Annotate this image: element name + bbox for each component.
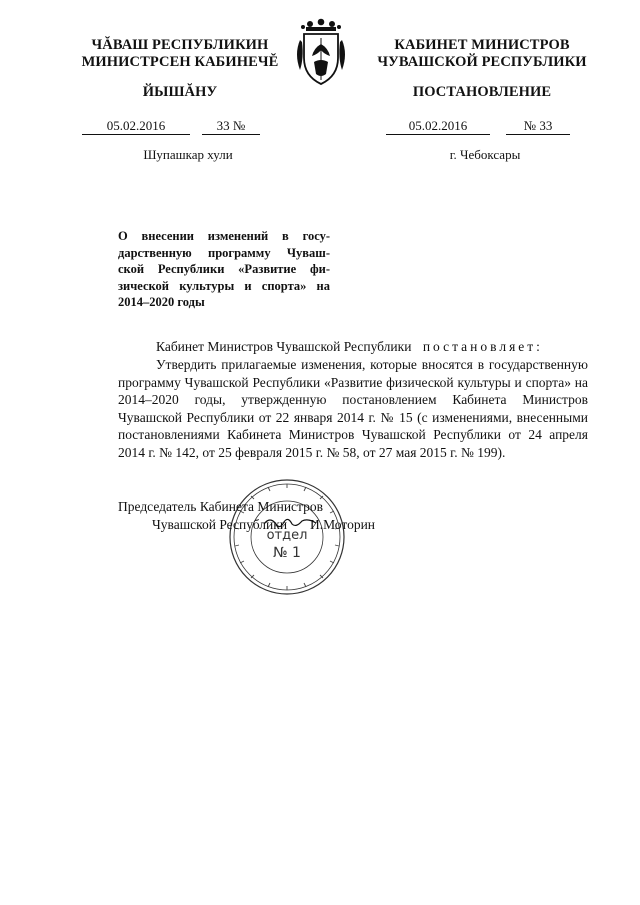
coat-of-arms-emblem [290,18,352,88]
left-date: 05.02.2016 [106,118,166,133]
document-title [118,228,330,311]
body-paragraph: Утвердить прилагаемые изменения, которые вносятся в государственную программу Чувашской Республики «Развитие физической культуры и спорта» на 2014–2020 годы, утвержденную постановлением Кабинета Министров Чувашской Республики от 22 января 2014 г. № 15 (с изменениями, внесенными постановлениями Кабинета Министров Чувашской Республики от 24 апреля 2014 г. № 142, от 25 февраля 2015 г. № 58, от 27 мая 2015 г. № 199). [118,357,588,460]
title-line: ской Республики «Развитие фи- [118,262,330,276]
title-line: дарственную программу Чуваш- [118,245,330,260]
header-right-doc-type: ПОСТАНОВЛЕНИЕ [412,84,552,100]
left-city: Шупашкар хули [143,147,233,162]
title-line: О внесении изменений в госу- [118,229,330,243]
title-line: 2014–2020 годы [118,295,205,309]
header-right-line2: ЧУВАШСКОЙ РЕСПУБЛИКИ [377,54,587,70]
resolves-word: постановляет: [422,339,543,354]
header-right-line1: КАБИНЕТ МИНИСТРОВ [394,37,570,53]
right-city: г. Чебоксары [449,147,521,162]
signature-line2: Чувашской Республики [152,517,288,532]
preamble [156,338,596,356]
right-date: 05.02.2016 [408,118,468,133]
header-left-doc-type: ЙЫШĂНУ [142,84,218,100]
header-left-line1: ЧĂВАШ РЕСПУБЛИКИН [91,37,269,53]
stamp-text-1: отдел [266,528,308,543]
title-line: зической культуры и спорта» на [118,278,330,293]
signature-line1: Председатель Кабинета Министров [118,499,323,514]
right-number: № 33 [523,118,553,133]
header-left-line2: МИНИСТРСЕН КАБИНЕЧĔ [81,54,279,70]
left-number: 33 № [216,118,246,133]
stamp-text-2: № 1 [273,545,301,561]
signatory-name: И.Моторин [310,517,376,532]
preamble-text: Кабинет Министров Чувашской Республики [156,339,412,354]
